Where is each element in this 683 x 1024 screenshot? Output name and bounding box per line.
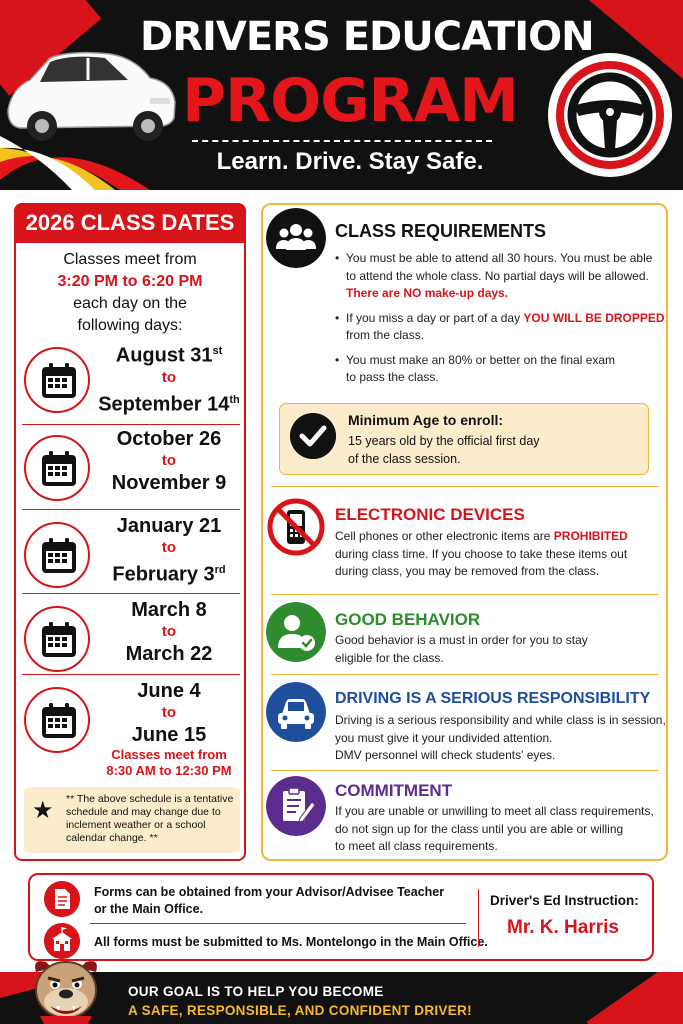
session-dates [98,427,240,495]
section-divider [271,674,659,675]
requirement-item [335,352,660,387]
steering-wheel-icon [545,50,675,180]
session-divider [22,424,240,425]
session-end-suffix: rd [214,564,226,576]
session-divider [22,593,240,594]
section-divider [271,770,659,771]
body-line: Cell phones or other electronic items are [335,529,554,543]
prohibited-text: PROHIBITED [553,529,628,543]
session-end: February 3 [112,563,215,586]
header-divider [192,140,492,142]
session-to: to [161,623,177,640]
session-dates [98,514,240,587]
session-to: to [161,539,177,556]
session-dates [98,339,240,416]
body-line: during class time. If you choose to take these items out [335,546,628,561]
requirement-line: from the class. [346,328,425,342]
class-requirements-title: CLASS REQUIREMENTS [335,221,547,241]
session-dates [98,598,240,666]
session-end: September 14 [98,393,230,416]
calendar-icon [24,435,90,501]
requirement-line: to pass the class. [346,370,439,384]
session-to: to [161,368,177,386]
session-divider [22,509,240,510]
no-phone-icon [266,497,326,557]
requirement-warning: YOU WILL BE DROPPED [523,310,665,325]
body-line: during class, you may be removed from the class. [335,564,600,578]
forms-line: or the Main Office. [94,902,204,916]
session-end: November 9 [111,472,227,494]
requirements-panel [261,203,668,861]
requirement-line: • You must make an 80% or better on the final exam [346,352,616,367]
session-3 [22,514,240,592]
commitment-title: COMMITMENT [335,781,453,800]
bulldog-mascot-icon [28,954,104,1024]
forms-vertical-divider [478,889,479,947]
star-icon: ★ [32,797,54,824]
session-start: January 21 [116,515,222,537]
minimum-age-label: Minimum Age to enroll: [348,412,504,428]
forms-divider [90,923,466,924]
schedule-disclaimer [24,787,240,853]
tagline: Learn. Drive. Stay Safe. [216,148,484,175]
session-4 [22,598,240,676]
intro-line-3: each day on the [73,295,187,312]
minimum-age-line: of the class session. [348,452,461,466]
session-5 [22,679,240,779]
body-line: you must give it your undivided attention. [335,730,553,745]
requirements-list [335,250,665,394]
commitment-body [335,803,654,856]
body-line: DMV personnel will check students' eyes. [335,748,556,762]
instructor-label: Driver's Ed Instruction: [490,893,639,908]
good-behavior-title: GOOD BEHAVIOR [335,610,481,629]
requirement-item [335,250,660,303]
minimum-age-line: 15 years old by the official first day [348,434,540,448]
session-start: October 26 [116,428,222,450]
calendar-icon [24,522,90,588]
session-dates [98,679,240,779]
group-icon [266,208,326,268]
body-line: do not sign up for the class until you are able or willing [335,821,624,836]
intro-line-4: following days: [77,317,183,334]
session-divider [22,674,240,675]
good-behavior-body [335,632,588,667]
responsibility-title: DRIVING IS A SERIOUS RESPONSIBILITY [335,690,651,707]
requirement-line: to attend the whole class. No partial days will be allowed. [346,268,649,283]
forms-line: Forms can be obtained from your Advisor/Advisee Teacher [94,885,445,899]
footer-goal-line-2: A SAFE, RESPONSIBLE, AND CONFIDENT DRIVER! [128,1003,472,1018]
minimum-age-box [279,403,649,475]
document-icon [44,881,80,917]
session-end-suffix: th [229,393,240,406]
session-1 [22,339,240,417]
disclaimer-text: ** The above schedule is a tentative schedule and may change due to inclement weather or a school calendar change. ** [66,793,234,844]
body-line: If you are unable or unwilling to meet all class requirements, [335,804,654,818]
body-line: Driving is a serious responsibility and while class is in session, [335,713,666,727]
requirement-line: If you miss a day or part of a day [346,310,524,325]
forms-availability-text [94,884,444,918]
responsibility-body [335,712,666,765]
body-line: eligible for the class. [335,650,444,665]
clipboard-pen-icon [266,776,326,836]
body-line: Good behavior is a must in order for you to stay [335,633,588,647]
electronic-devices-body [335,528,628,581]
session-note-line-1: Classes meet from [111,747,227,762]
calendar-icon [24,347,90,413]
car-front-icon [266,682,326,742]
footer-accent-right [587,972,683,1024]
electronic-devices-title: ELECTRONIC DEVICES [335,505,525,524]
instructor-name: Mr. K. Harris [507,917,619,938]
calendar-icon [24,687,90,753]
class-dates-panel [14,203,246,861]
session-start: June 4 [137,680,201,702]
footer-goal-line-1: OUR GOAL IS TO HELP YOU BECOME [128,984,384,999]
forms-submission-text: All forms must be submitted to Ms. Montelongo in the Main Office. [94,935,488,949]
requirement-line: • You must be able to attend all 30 hours. You must be able [346,251,653,265]
session-start-suffix: st [212,345,223,357]
session-to: to [161,452,177,469]
forms-info-box [28,873,654,961]
session-end: March 22 [125,643,213,665]
session-start: August 31 [115,344,213,367]
minimum-age-value [348,432,568,468]
session-start: March 8 [131,599,207,621]
session-note-line-2: 8:30 AM to 12:30 PM [106,763,232,778]
user-check-icon [266,602,326,662]
class-dates-intro [16,249,244,337]
section-divider [271,486,659,487]
session-end: June 15 [131,724,207,746]
header-banner [0,0,683,190]
body-line: to meet all class requirements. [335,839,498,853]
intro-time: 3:20 PM to 6:20 PM [57,273,203,290]
title-line-1: DRIVERS EDUCATION [140,14,594,60]
requirement-warning: There are NO make-up days. [346,286,509,300]
title-line-2: PROGRAM [182,66,518,136]
section-divider [271,594,659,595]
requirement-item [335,310,665,345]
session-to: to [161,704,177,721]
calendar-icon [24,606,90,672]
intro-line-1: Classes meet from [63,251,197,268]
checkmark-icon [290,413,336,459]
session-2 [22,427,240,505]
class-dates-heading: 2026 CLASS DATES [14,203,246,243]
